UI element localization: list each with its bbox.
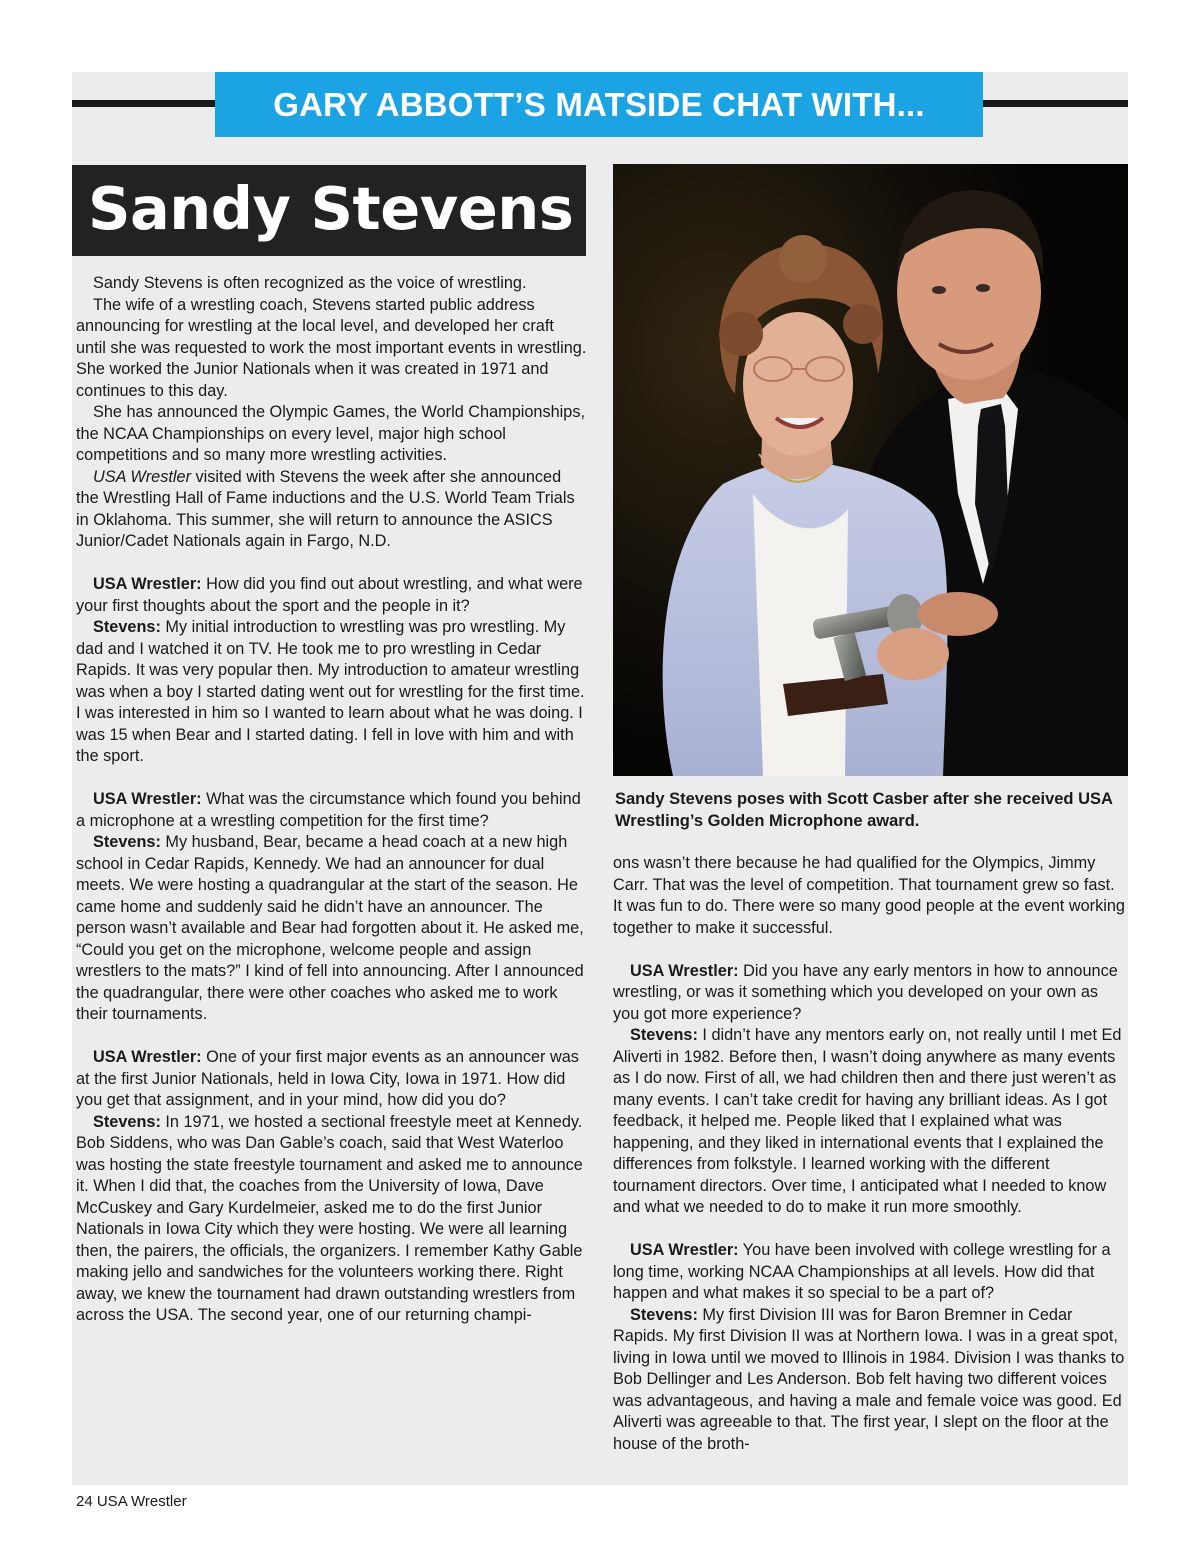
subject-label: Stevens:: [93, 618, 161, 636]
subject-label: Stevens:: [93, 1112, 161, 1131]
answer: Stevens: My first Division III was for Baron Bremner in Cedar Rapids. My first Division II was at Northern Iowa. I was in a great spot, living in Iowa until we moved to Illinois in 1984. Division I was thanks to Bob Dellinger and Les Anderson. Bob felt having two different voices was advantageous, and having a male and female voice was good. Ed Aliverti was agreeable to that. The first year, I slept on the floor at the house of the broth-: [613, 1305, 1125, 1453]
intro-paragraph: The wife of a wrestling coach, Stevens started public address announcing for wrestling at the local level, and developed her craft until she was requested to work the most important events in wrestling. She worked the Junior Nationals when it was created in 1971 and continues to this day.: [76, 295, 587, 400]
answer-continued: ons wasn’t there because he had qualified for the Olympics, Jimmy Carr. That was the level of competition. That tournament grew so fast. It was fun to do. There were so many good people at the event working together to make it successful.: [613, 854, 1125, 937]
section-banner: GARY ABBOTT’S MATSIDE CHAT WITH...: [215, 72, 983, 137]
question: USA Wrestler: What was the circumstance which found you behind a microphone at a wrestling competition for the first time?: [76, 790, 581, 830]
page-title: Sandy Stevens: [88, 174, 574, 243]
interviewer-label: USA Wrestler:: [93, 1048, 202, 1066]
subject-label: Stevens:: [630, 1026, 698, 1044]
question: USA Wrestler: How did you find out about wrestling, and what were your first thoughts about the sport and the people in it?: [76, 575, 583, 615]
interviewer-label: USA Wrestler:: [93, 790, 202, 808]
header-rule-left: [72, 100, 218, 107]
intro-paragraph: She has announced the Olympic Games, the World Championships, the NCAA Championships on every level, major high school competitions and so many more wrestling activities.: [76, 403, 586, 464]
article-column-right: [613, 853, 1125, 1455]
question: USA Wrestler: You have been involved with college wrestling for a long time, working NCAA Championships at all levels. How did that happen and what makes it so special to be a part of?: [613, 1241, 1111, 1302]
interviewer-label: USA Wrestler:: [93, 575, 202, 593]
answer: Stevens: My initial introduction to wrestling was pro wrestling. My dad and I watched it on TV. He took me to pro wrestling in Cedar Rapids. It was very popular then. My introduction to amateur wrestling was when a boy I started dating went out for wrestling for the first time. I was interested in him so I wanted to learn about what he was doing. I was 15 when Bear and I started dating. I fell in love with him and with the sport.: [76, 618, 585, 765]
page-folio: 24 USA Wrestler: [76, 1493, 187, 1510]
answer: Stevens: I didn’t have any mentors early on, not really until I met Ed Aliverti in 1982. Before then, I wasn’t doing anywhere as many events as I do now. First of all, we had children then and there just weren’t as many events. I can’t take credit for having any brilliant ideas. As I got feedback, it helped me. People liked that I explained what was happening, and they liked in international events that I explained the differences from folkstyle. I learned working with the different tournament directors. Over time, I anticipated what I needed to know and what we needed to do to make it run more smoothly.: [613, 1026, 1122, 1216]
subject-label: Stevens:: [630, 1305, 698, 1324]
question: USA Wrestler: Did you have any early mentors in how to announce wrestling, or was it something which you developed on your own as you got more experience?: [613, 961, 1118, 1023]
subject-label: Stevens:: [93, 833, 161, 851]
title-box: [72, 165, 586, 256]
photo-illustration: [613, 164, 1128, 776]
header-rule-right: [980, 100, 1128, 107]
photo-caption: Sandy Stevens poses with Scott Casber after she received USA Wrestling’s Golden Microphone award.: [615, 790, 1113, 830]
feature-photo: [613, 164, 1128, 776]
answer: Stevens: In 1971, we hosted a sectional freestyle meet at Kennedy. Bob Siddens, who was Dan Gable’s coach, said that West Waterloo was hosting the state freestyle tournament and asked me to announce it. When I did that, the coaches from the University of Iowa, Dave McCuskey and Gary Kurdelmeier, asked me to do the first Junior Nationals in Iowa City which they were hosting. We were all learning then, the pairers, the officials, the organizers. I remember Kathy Gable making jello and sandwiches for the volunteers working there. Right away, we knew the tournament had drawn outstanding wrestlers from across the USA. The second year, one of our returning champi-: [76, 1112, 583, 1324]
publication-name: USA Wrestler: [93, 467, 191, 486]
interviewer-label: USA Wrestler:: [630, 961, 739, 980]
intro-paragraph: Sandy Stevens is often recognized as the voice of wrestling.: [93, 274, 527, 292]
interviewer-label: USA Wrestler:: [630, 1241, 739, 1259]
article-column-left: [76, 273, 588, 1327]
intro-paragraph: USA Wrestler visited with Stevens the week after she announced the Wrestling Hall of Fame inductions and the U.S. World Team Trials in Oklahoma. This summer, she will return to announce the ASICS Junior/Cadet Nationals again in Fargo, N.D.: [76, 467, 575, 550]
question: USA Wrestler: One of your first major events as an announcer was at the first Junior Nationals, held in Iowa City, Iowa in 1971. How did you get that assignment, and in your mind, how did you do?: [76, 1048, 579, 1109]
answer: Stevens: My husband, Bear, became a head coach at a new high school in Cedar Rapids, Kennedy. We had an announcer for dual meets. We were hosting a quadrangular at the start of the season. He came home and suddenly said he didn’t have an announcer. The person wasn’t available and Bear had forgotten about it. He asked me, “Could you get on the microphone, welcome people and assign wrestlers to the mats?” I kind of fell into announcing. After I announced the quadrangular, there were other coaches who asked me to work their tournaments.: [76, 833, 584, 1023]
